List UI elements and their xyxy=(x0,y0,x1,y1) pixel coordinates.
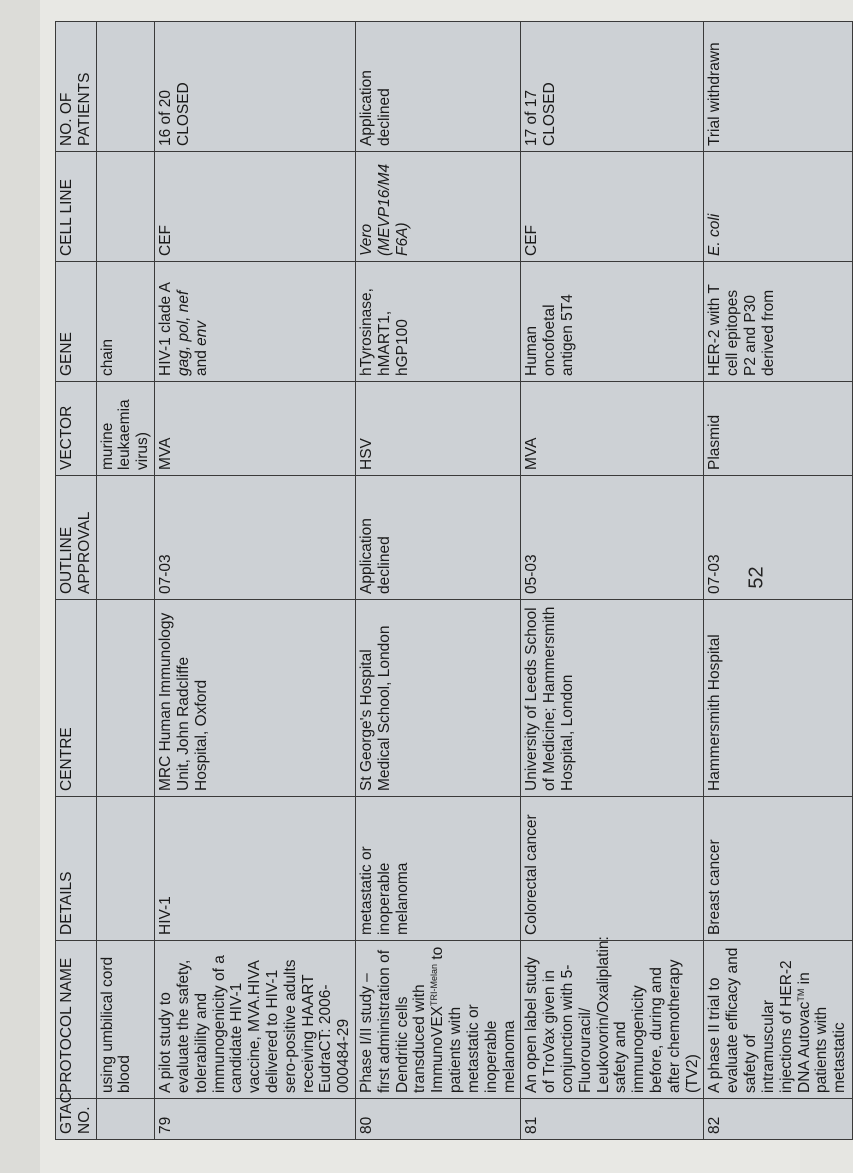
cell-approval xyxy=(96,476,154,600)
protocol-text: Phase I/II study – first administration of Dendritic cells transduced with ImmunoVEX xyxy=(358,950,447,1093)
header-gtac: GTAC NO. xyxy=(56,1099,97,1140)
cell-approval: 07-03 xyxy=(704,476,853,600)
protocol-superscript: TRI-Melan xyxy=(429,963,440,1006)
header-approval: OUTLINE APPROVAL xyxy=(56,476,97,600)
cell-patients: Trial withdrawn xyxy=(704,22,853,152)
cell-protocol: using umbilical cord blood xyxy=(96,941,154,1099)
cell-vector: MVA xyxy=(155,382,356,476)
cell-gtac: 82 xyxy=(704,1099,853,1140)
cell-protocol: A pilot study to evaluate the safety, tolerability and immunogenicity of a candidate HIV-1 vaccine, MVA.HIVA delivered to HIV-1 sero-positive adults receiving HAART EudraCT: 2006-000484-29 xyxy=(155,941,356,1099)
cell-details xyxy=(96,797,154,941)
cell-centre: MRC Human Immunology Unit, John Radcliffe Hospital, Oxford xyxy=(155,600,356,797)
header-gene: GENE xyxy=(56,262,97,382)
cell-vector: HSV xyxy=(356,382,521,476)
cell-patients: 16 of 20 CLOSED xyxy=(155,22,356,152)
cell-details: Colorectal cancer xyxy=(521,797,704,941)
cell-gtac: 81 xyxy=(521,1099,704,1140)
header-vector: VECTOR xyxy=(56,382,97,476)
protocol-text: in patients with metastatic xyxy=(795,972,849,1093)
cell-centre: St George's Hospital Medical School, London xyxy=(356,600,521,797)
cell-patients xyxy=(96,22,154,152)
cell-gene: hTyrosinase, hMART1, hGP100 xyxy=(356,262,521,382)
cell-cellline xyxy=(96,152,154,262)
cell-gtac: 79 xyxy=(155,1099,356,1140)
cell-cellline: CEF xyxy=(155,152,356,262)
cell-gtac: 80 xyxy=(356,1099,521,1140)
table-row xyxy=(155,22,356,1140)
header-row xyxy=(56,22,97,1140)
cell-details: Breast cancer xyxy=(704,797,853,941)
cell-patients: Application declined xyxy=(356,22,521,152)
cell-gene: chain xyxy=(96,262,154,382)
gene-text: and xyxy=(192,345,210,376)
header-details: DETAILS xyxy=(56,797,97,941)
trials-table xyxy=(55,21,853,1140)
page-edge-shadow xyxy=(0,0,40,1173)
cell-vector: murine leukaemia virus) xyxy=(96,382,154,476)
cell-centre xyxy=(96,600,154,797)
header-patients: NO. OF PATIENTS xyxy=(56,22,97,152)
cell-details: HIV-1 xyxy=(155,797,356,941)
cell-gtac xyxy=(96,1099,154,1140)
cell-cellline: Vero (MEVP16/M4 F6A) xyxy=(356,152,521,262)
header-protocol: PROTOCOL NAME xyxy=(56,941,97,1099)
table-row xyxy=(356,22,521,1140)
cell-approval: 07-03 xyxy=(155,476,356,600)
table-row xyxy=(704,22,853,1140)
cell-protocol xyxy=(704,941,853,1099)
cell-approval: Application declined xyxy=(356,476,521,600)
cell-centre: University of Leeds School of Medicine; Hammersmith Hospital, London xyxy=(521,600,704,797)
cell-centre: Hammersmith Hospital xyxy=(704,600,853,797)
cell-protocol: An open label study of TroVax given in conjunction with 5-Fluorouracil/ Leukovorin/Oxaliplatin: safety and immunogenicity before, during and after chemotherapy (TV2) xyxy=(521,941,704,1099)
gene-text: HIV-1 clade A xyxy=(157,282,175,376)
gene-italic: gag, pol, nef xyxy=(174,290,192,376)
cell-gene xyxy=(155,262,356,382)
header-cellline: CELL LINE xyxy=(56,152,97,262)
cell-protocol xyxy=(356,941,521,1099)
cell-cellline: CEF xyxy=(521,152,704,262)
cell-cellline: E. coli xyxy=(704,152,853,262)
cell-approval: 05-03 xyxy=(521,476,704,600)
continuation-row xyxy=(96,22,154,1140)
page-number: 52 xyxy=(745,566,768,589)
protocol-text: A phase II trial to evaluate efficacy and safety of intramuscular injections of HER-2 DNA Autovac xyxy=(706,947,813,1093)
cell-gene: Human oncofoetal antigen 5T4 xyxy=(521,262,704,382)
cell-patients: 17 of 17 CLOSED xyxy=(521,22,704,152)
cell-vector: Plasmid xyxy=(704,382,853,476)
table-row xyxy=(521,22,704,1140)
cell-vector: MVA xyxy=(521,382,704,476)
protocol-text: to patients with metastatic or inoperable melanoma xyxy=(429,946,518,1093)
gene-italic: env xyxy=(192,320,210,346)
cell-gene: HER-2 with T cell epitopes P2 and P30 derived from xyxy=(704,262,853,382)
trademark-superscript: TM xyxy=(795,988,806,1002)
header-centre: CENTRE xyxy=(56,600,97,797)
cell-details: metastatic or inoperable melanoma xyxy=(356,797,521,941)
